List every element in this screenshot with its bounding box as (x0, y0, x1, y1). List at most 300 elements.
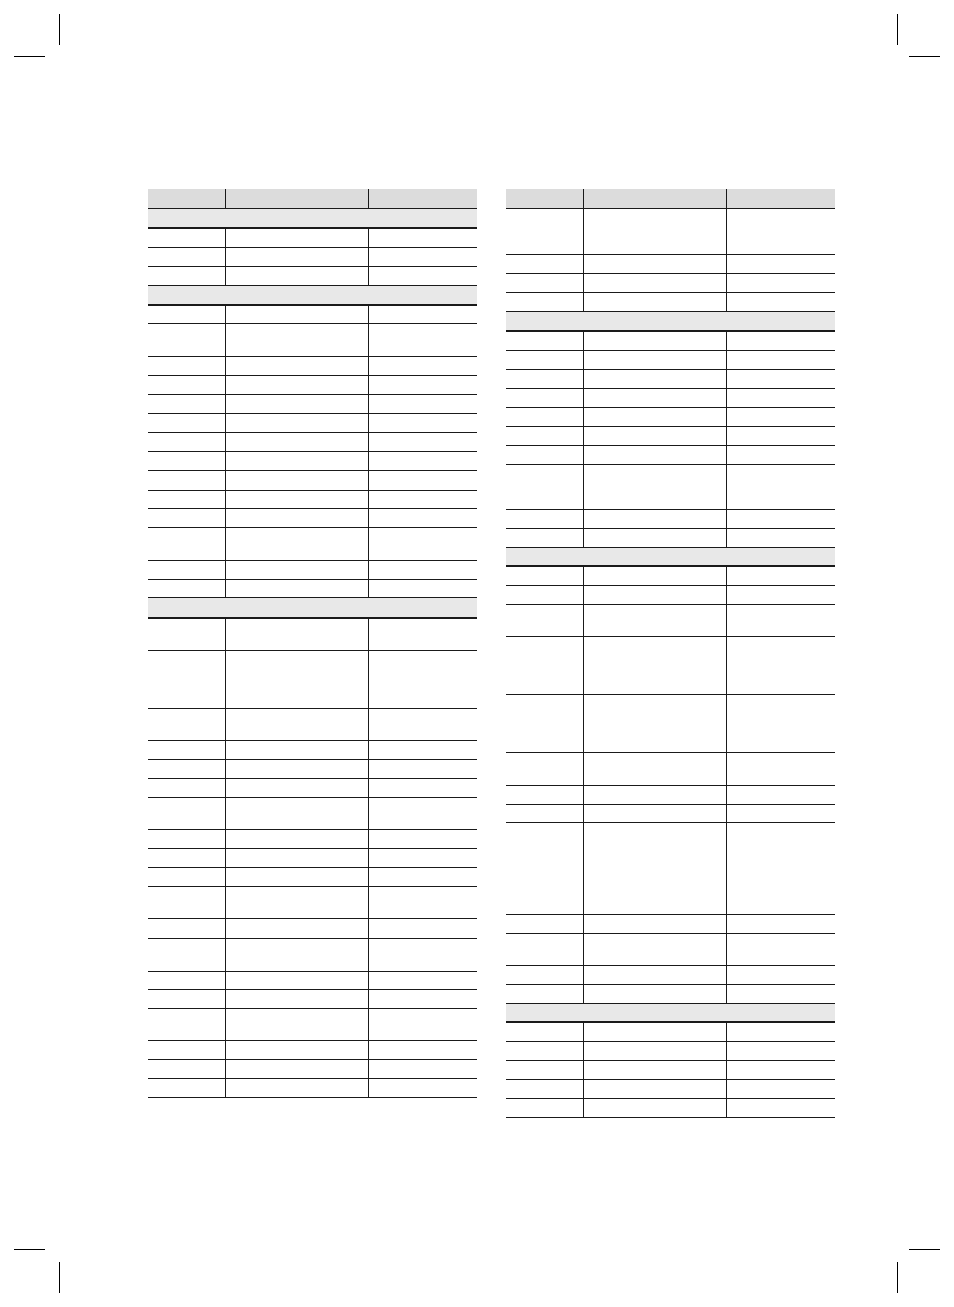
table-cell (148, 395, 226, 413)
header-cell (727, 189, 835, 208)
table-cell (727, 274, 835, 292)
table-cell (226, 990, 369, 1008)
table-cell (584, 274, 727, 292)
table-row (148, 229, 477, 248)
table-cell (584, 586, 727, 604)
table-cell (584, 370, 727, 388)
table-cell (369, 651, 477, 708)
table-row (148, 990, 477, 1009)
table-row (506, 605, 835, 637)
table-row (148, 452, 477, 471)
table-cell (369, 395, 477, 413)
table-cell (148, 919, 226, 938)
table-cell (506, 915, 584, 933)
table-cell (727, 567, 835, 585)
table-row (506, 1042, 835, 1061)
table-cell (369, 1060, 477, 1078)
table-cell (369, 887, 477, 918)
table-cell (369, 1079, 477, 1097)
section-row (506, 1004, 835, 1023)
section-row (148, 209, 477, 229)
crop-mark-bottom-right-vertical (897, 1262, 898, 1293)
table-cell (148, 509, 226, 527)
table-row (506, 332, 835, 351)
table-row (148, 919, 477, 939)
section-row (148, 598, 477, 619)
table-row (148, 357, 477, 376)
table-row (506, 529, 835, 548)
table-cell (506, 293, 584, 311)
table-cell (727, 934, 835, 965)
table-row (506, 1080, 835, 1099)
table-cell (226, 395, 369, 413)
table-cell (369, 376, 477, 394)
table-row (148, 491, 477, 509)
table-cell (369, 868, 477, 886)
left-table-body (148, 209, 477, 1098)
crop-mark-top-right-horizontal (909, 56, 940, 57)
table-cell (369, 433, 477, 451)
header-cell (506, 189, 584, 208)
header-cell (369, 189, 477, 208)
table-cell (584, 427, 727, 445)
table-cell (148, 229, 226, 247)
table-cell (148, 561, 226, 579)
header-cell (584, 189, 727, 208)
table-row (506, 567, 835, 586)
table-cell (369, 619, 477, 650)
table-cell (506, 389, 584, 407)
table-cell (148, 887, 226, 918)
table-row (506, 637, 835, 695)
header-cell (226, 189, 369, 208)
table-cell (369, 561, 477, 579)
table-cell (148, 324, 226, 356)
section-title (148, 286, 477, 304)
table-cell (506, 465, 584, 509)
table-cell (727, 985, 835, 1003)
header-cell (148, 189, 226, 208)
table-cell (727, 427, 835, 445)
table-cell (584, 465, 727, 509)
table-cell (369, 990, 477, 1008)
table-row (148, 798, 477, 830)
table-cell (506, 1061, 584, 1079)
table-cell (727, 510, 835, 528)
crop-mark-top-left-horizontal (14, 56, 45, 57)
table-row (506, 915, 835, 934)
table-cell (506, 274, 584, 292)
table-cell (226, 414, 369, 432)
table-cell (727, 786, 835, 804)
left-table-header (148, 189, 477, 209)
table-cell (226, 798, 369, 829)
table-cell (727, 255, 835, 273)
table-cell (584, 529, 727, 547)
table-cell (369, 919, 477, 938)
table-cell (226, 619, 369, 650)
table-cell (727, 637, 835, 694)
table-cell (369, 830, 477, 848)
table-cell (226, 452, 369, 470)
table-cell (148, 651, 226, 708)
table-cell (148, 306, 226, 323)
table-cell (506, 529, 584, 547)
table-cell (506, 1080, 584, 1098)
table-cell (226, 760, 369, 778)
table-cell (584, 753, 727, 785)
table-cell (148, 779, 226, 797)
crop-mark-top-left-vertical (59, 14, 60, 45)
table-cell (148, 452, 226, 470)
section-title (506, 548, 835, 565)
table-row (148, 414, 477, 433)
table-cell (584, 446, 727, 464)
table-cell (584, 1042, 727, 1060)
table-cell (148, 1079, 226, 1097)
table-cell (506, 427, 584, 445)
table-row (148, 830, 477, 849)
table-row (148, 248, 477, 267)
table-cell (369, 939, 477, 971)
table-row (506, 465, 835, 510)
table-cell (584, 695, 727, 752)
table-cell (369, 741, 477, 759)
table-row (506, 695, 835, 753)
table-cell (727, 805, 835, 822)
table-cell (727, 332, 835, 350)
table-cell (506, 985, 584, 1003)
table-cell (727, 695, 835, 752)
section-title (506, 312, 835, 330)
table-cell (584, 605, 727, 636)
table-cell (226, 1009, 369, 1040)
crop-mark-top-right-vertical (897, 14, 898, 45)
table-cell (369, 972, 477, 989)
right-table-body (506, 209, 835, 1118)
table-cell (584, 1099, 727, 1117)
table-row (506, 274, 835, 293)
table-row (148, 395, 477, 414)
table-cell (148, 798, 226, 829)
table-cell (226, 306, 369, 323)
table-cell (584, 255, 727, 273)
table-cell (506, 637, 584, 694)
table-row (506, 586, 835, 605)
table-cell (584, 351, 727, 369)
table-cell (584, 823, 727, 914)
table-cell (584, 293, 727, 311)
table-cell (226, 433, 369, 451)
table-row (506, 805, 835, 823)
table-cell (148, 357, 226, 375)
table-cell (506, 605, 584, 636)
table-cell (148, 990, 226, 1008)
right-table (506, 189, 835, 1118)
table-row (148, 1041, 477, 1060)
table-cell (226, 919, 369, 938)
table-cell (584, 332, 727, 350)
table-cell (727, 370, 835, 388)
table-cell (148, 1060, 226, 1078)
table-cell (727, 966, 835, 984)
table-cell (506, 332, 584, 350)
table-cell (148, 433, 226, 451)
table-cell (506, 209, 584, 254)
table-cell (369, 760, 477, 778)
table-row (506, 1061, 835, 1080)
table-cell (226, 561, 369, 579)
table-cell (226, 741, 369, 759)
table-cell (369, 229, 477, 247)
table-cell (226, 509, 369, 527)
table-row (148, 779, 477, 798)
table-cell (148, 972, 226, 989)
table-row (506, 293, 835, 312)
table-row (148, 939, 477, 972)
table-cell (727, 408, 835, 426)
table-row (148, 433, 477, 452)
table-cell (369, 580, 477, 597)
table-row (506, 427, 835, 446)
table-cell (226, 868, 369, 886)
table-cell (727, 389, 835, 407)
section-title (148, 209, 477, 227)
table-cell (148, 1009, 226, 1040)
table-row (148, 580, 477, 598)
table-cell (584, 915, 727, 933)
table-cell (727, 823, 835, 914)
table-cell (148, 267, 226, 285)
table-cell (506, 446, 584, 464)
table-row (148, 619, 477, 651)
table-cell (506, 695, 584, 752)
table-cell (584, 966, 727, 984)
table-cell (584, 637, 727, 694)
table-row (506, 510, 835, 529)
table-cell (727, 529, 835, 547)
table-cell (226, 376, 369, 394)
table-row (148, 324, 477, 357)
table-cell (584, 786, 727, 804)
table-row (148, 267, 477, 286)
table-row (506, 823, 835, 915)
table-row (506, 446, 835, 465)
table-cell (226, 1060, 369, 1078)
section-title (148, 598, 477, 617)
table-row (506, 753, 835, 786)
table-row (148, 1009, 477, 1041)
crop-mark-bottom-right-horizontal (909, 1249, 940, 1250)
table-cell (727, 465, 835, 509)
table-cell (226, 229, 369, 247)
table-cell (226, 972, 369, 989)
table-cell (226, 580, 369, 597)
table-cell (506, 934, 584, 965)
table-row (506, 408, 835, 427)
table-cell (369, 248, 477, 266)
table-cell (226, 651, 369, 708)
table-cell (727, 209, 835, 254)
table-cell (369, 1041, 477, 1059)
table-row (506, 966, 835, 985)
table-cell (727, 605, 835, 636)
table-cell (506, 786, 584, 804)
table-cell (506, 1099, 584, 1117)
table-cell (727, 586, 835, 604)
table-cell (727, 753, 835, 785)
section-row (148, 286, 477, 306)
table-cell (226, 849, 369, 867)
table-cell (727, 1023, 835, 1041)
table-cell (226, 887, 369, 918)
table-row (148, 972, 477, 990)
table-cell (148, 619, 226, 650)
table-row (506, 934, 835, 966)
table-row (506, 209, 835, 255)
table-cell (148, 580, 226, 597)
table-cell (727, 446, 835, 464)
table-cell (369, 357, 477, 375)
table-cell (506, 823, 584, 914)
table-cell (148, 741, 226, 759)
table-cell (226, 491, 369, 508)
table-cell (506, 370, 584, 388)
left-table (148, 189, 477, 1098)
table-cell (226, 779, 369, 797)
table-cell (226, 357, 369, 375)
table-row (148, 471, 477, 491)
section-title (506, 1004, 835, 1021)
table-row (506, 370, 835, 389)
table-row (148, 1060, 477, 1079)
table-cell (506, 586, 584, 604)
table-cell (226, 324, 369, 356)
table-cell (148, 760, 226, 778)
table-row (148, 709, 477, 741)
table-row (506, 255, 835, 274)
crop-mark-bottom-left-vertical (59, 1262, 60, 1293)
table-cell (369, 1009, 477, 1040)
table-cell (148, 1041, 226, 1059)
table-cell (506, 351, 584, 369)
table-row (148, 561, 477, 580)
table-cell (369, 491, 477, 508)
table-row (148, 509, 477, 528)
table-cell (369, 267, 477, 285)
table-cell (584, 934, 727, 965)
table-cell (226, 471, 369, 490)
table-row (148, 849, 477, 868)
table-cell (727, 1061, 835, 1079)
table-cell (148, 939, 226, 971)
table-row (148, 887, 477, 919)
table-cell (584, 1061, 727, 1079)
table-cell (148, 528, 226, 560)
table-cell (148, 248, 226, 266)
table-cell (727, 1080, 835, 1098)
table-cell (727, 915, 835, 933)
table-cell (584, 510, 727, 528)
table-cell (506, 753, 584, 785)
right-table-header (506, 189, 835, 209)
table-row (148, 651, 477, 709)
table-cell (506, 408, 584, 426)
table-cell (584, 985, 727, 1003)
table-cell (584, 567, 727, 585)
table-cell (369, 779, 477, 797)
table-cell (148, 491, 226, 508)
table-row (148, 741, 477, 760)
table-cell (506, 966, 584, 984)
table-cell (226, 248, 369, 266)
table-cell (148, 868, 226, 886)
table-cell (584, 1080, 727, 1098)
table-cell (369, 306, 477, 323)
table-cell (148, 376, 226, 394)
table-cell (369, 709, 477, 740)
table-cell (506, 255, 584, 273)
table-row (148, 376, 477, 395)
table-cell (226, 1079, 369, 1097)
table-row (148, 868, 477, 887)
section-row (506, 312, 835, 332)
table-cell (226, 709, 369, 740)
table-cell (506, 567, 584, 585)
table-cell (148, 709, 226, 740)
table-cell (727, 351, 835, 369)
table-cell (584, 805, 727, 822)
table-row (148, 1079, 477, 1098)
table-row (148, 528, 477, 561)
table-cell (584, 1023, 727, 1041)
table-cell (369, 528, 477, 560)
table-row (506, 985, 835, 1004)
table-cell (506, 1042, 584, 1060)
table-cell (506, 1023, 584, 1041)
table-cell (584, 408, 727, 426)
table-cell (584, 389, 727, 407)
table-cell (584, 209, 727, 254)
section-row (506, 548, 835, 567)
table-cell (727, 1042, 835, 1060)
table-cell (226, 939, 369, 971)
table-row (506, 1099, 835, 1118)
table-cell (148, 849, 226, 867)
table-cell (369, 471, 477, 490)
table-row (506, 389, 835, 408)
table-row (506, 786, 835, 805)
table-cell (369, 324, 477, 356)
table-row (148, 760, 477, 779)
table-cell (369, 452, 477, 470)
table-cell (148, 471, 226, 490)
table-cell (369, 798, 477, 829)
table-cell (226, 1041, 369, 1059)
table-cell (369, 509, 477, 527)
table-cell (369, 414, 477, 432)
table-cell (727, 293, 835, 311)
table-cell (369, 849, 477, 867)
table-row (506, 1023, 835, 1042)
table-row (506, 351, 835, 370)
table-row (148, 306, 477, 324)
table-cell (226, 830, 369, 848)
crop-mark-bottom-left-horizontal (14, 1249, 45, 1250)
table-cell (727, 1099, 835, 1117)
table-cell (506, 510, 584, 528)
table-cell (148, 414, 226, 432)
